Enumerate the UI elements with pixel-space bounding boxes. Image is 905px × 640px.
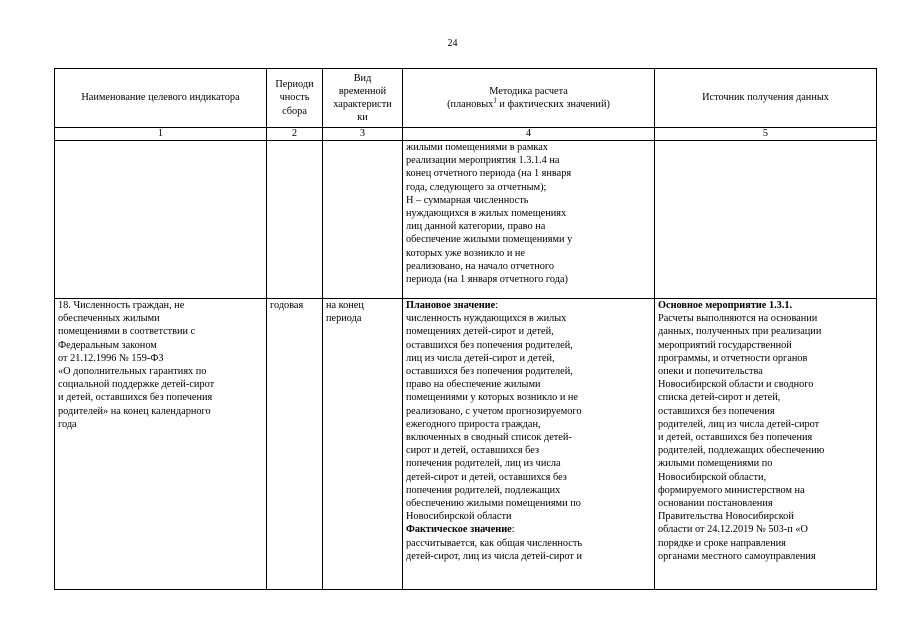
continuation-source-cell — [655, 141, 877, 299]
source-cell — [655, 299, 877, 590]
continuation-method-text: жилыми помещениями в рамках реализации мероприятия 1.3.1.4 на конец отчетного периода (на 1 января года, следующего за отчетным); Н – суммарная численность нуждающихся в жилых помещениях лиц данной категории, право на обеспечение жилыми помещениями у которых уже возникло и не реализовано, на начало отчетного периода (на 1 января отчетного года) — [406, 142, 573, 286]
column-number-row — [55, 128, 877, 141]
actual-value-text: рассчитывается, как общая численность детей-сирот, лиц из числа детей-сирот и — [406, 537, 583, 562]
column-number: 1 — [55, 128, 267, 141]
actual-value-heading: Фактическое значение — [406, 524, 512, 536]
header-row — [55, 69, 877, 128]
indicator-text: 18. Численность граждан, не обеспеченных жилыми помещениями в соответствии с Федеральным законом от 21.12.1996 № 159-ФЗ «О дополнительных гарантиях по социальной поддержке детей-сирот и детей, оставшихся без попечения родителей» на конец календарного года — [58, 300, 215, 430]
table-row-18 — [55, 299, 877, 590]
continuation-indicator-cell — [55, 141, 267, 299]
time-type-text: на конец периода — [326, 300, 364, 325]
header-method-sub-prefix: (плановых — [447, 99, 494, 110]
continuation-method-cell — [403, 141, 655, 299]
indicator-cell — [55, 299, 267, 590]
planned-value-heading: Плановое значение — [406, 300, 496, 311]
continuation-row — [55, 141, 877, 299]
header-time-type: Вид временной характеристи ки — [323, 69, 403, 128]
page-number: 24 — [447, 38, 458, 49]
source-text: Расчеты выполняются на основании данных, полученных при реализации мероприятий государственной программы, и отчетности органов опеки и попечительства Новосибирской области и сводного списка детей-сирот и детей, оставшихся без попечения родителей, лиц из числа детей-сирот и детей, оставшихся без попечения родителей, подлежащих обеспечению жилыми помещениями по Новосибирской области, формируемого министерством на основании постановления Правительства Новосибирской области от 24.12.2019 № 503-п «О порядке и сроке направления органами местного самоуправления — [658, 313, 825, 562]
periodicity-text: годовая — [270, 300, 304, 311]
header-method — [403, 69, 655, 128]
column-number: 2 — [267, 128, 323, 141]
header-periodicity: Периоди чность сбора — [267, 69, 323, 128]
column-number: 3 — [323, 128, 403, 141]
source-heading: Основное мероприятие 1.3.1. — [658, 300, 793, 311]
continuation-time-type-cell — [323, 141, 403, 299]
header-method-sub-suffix: и фактических значений) — [496, 99, 610, 110]
planned-value-text: численность нуждающихся в жилых помещениях детей-сирот и детей, оставшихся без попечения родителей, лиц из числа детей-сирот и детей, оставшихся без попечения родителей, право на обеспечение жилыми помещениями у которых возникло и не реализовано, с учетом прогнозируемого ежегодного прироста граждан, включенных в сводный список детей- сирот и детей, оставшихся без попечения родителей, лиц из числа детей-сирот и детей, оставшихся без попечения родителей, подлежащих обеспечению жилыми помещениями по Новосибирской области — [406, 313, 582, 523]
indicator-table — [54, 68, 877, 590]
actual-value-colon: : — [511, 524, 515, 536]
method-cell — [403, 299, 655, 590]
header-indicator: Наименование целевого индикатора — [55, 69, 267, 128]
header-source: Источник получения данных — [655, 69, 877, 128]
header-method-title: Методика расчета — [489, 85, 568, 97]
footnote-marker: 1 — [493, 96, 497, 105]
column-number: 4 — [403, 128, 655, 141]
continuation-periodicity-cell — [267, 141, 323, 299]
time-type-cell — [323, 299, 403, 590]
periodicity-cell — [267, 299, 323, 590]
column-number: 5 — [655, 128, 877, 141]
planned-value-colon: : — [495, 300, 499, 311]
